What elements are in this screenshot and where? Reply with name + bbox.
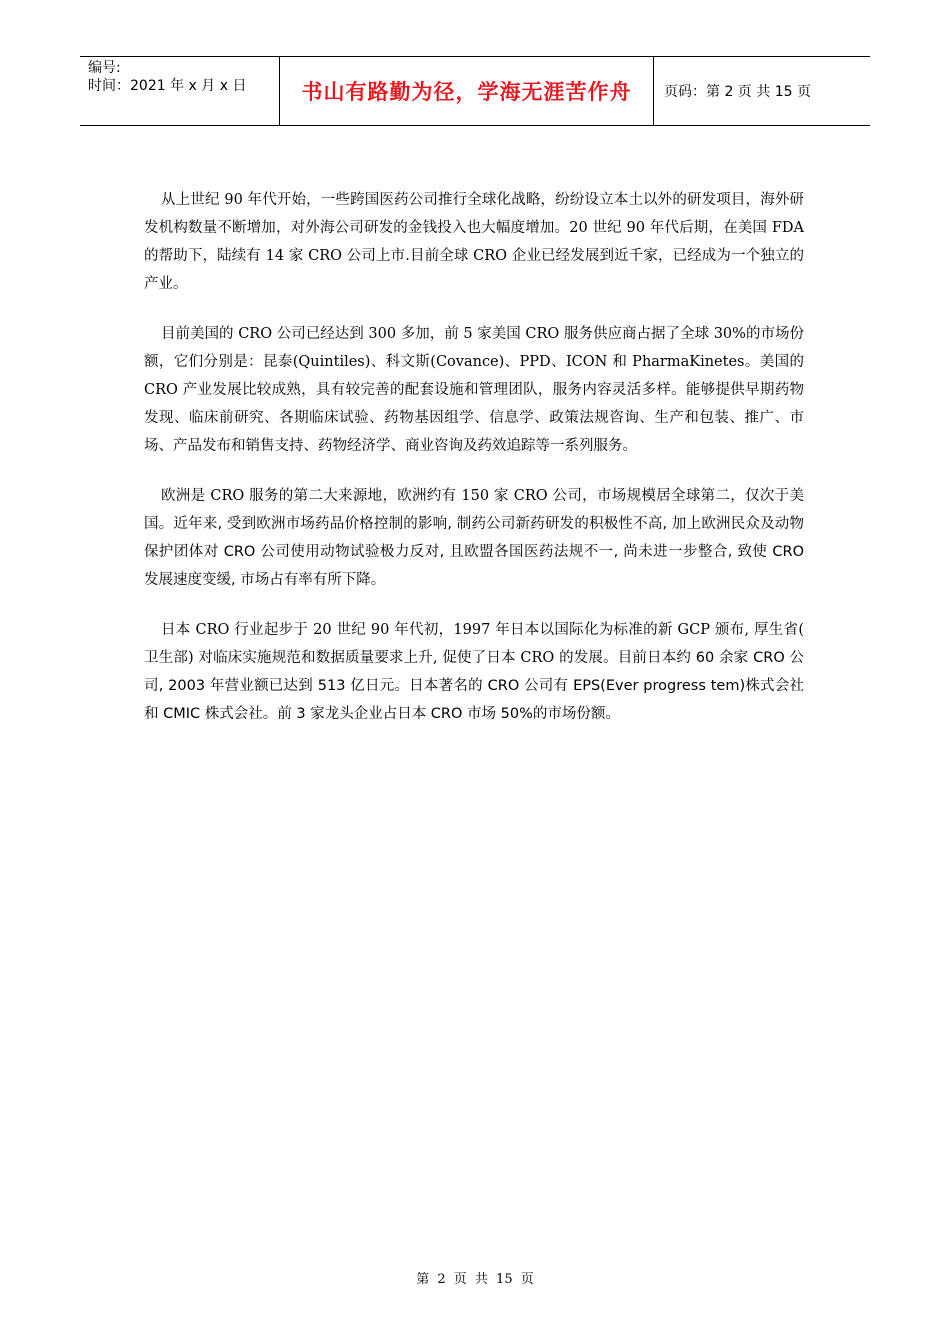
document-date: 时间：2021 年 x 月 x 日 <box>88 78 247 94</box>
header-page-info: 页码：第 2 页 共 15 页 <box>664 84 811 100</box>
paragraph <box>144 482 804 594</box>
document-number-label: 编号: <box>88 60 121 76</box>
header-motto: 书山有路勤为径，学海无涯苦作舟 <box>280 57 654 125</box>
paragraph <box>144 616 804 728</box>
page-header <box>80 56 870 126</box>
paragraph-text: 约 60 余家 CRO 公司, 2003 年营业额已达到 513 亿日元。日本著名的 CRO 公司有 EPS(Ever progress tem)株式会社和 CMIC 株式会社。前 3 家龙头企业占日本 CRO 市场 50%的市场份额。 <box>144 650 804 722</box>
header-meta <box>80 57 280 125</box>
paragraph-text: 日本 CRO 行业起步于 20 世纪 90 年代初，1997 年日本以国际化为标准的新 GCP 颁布, 厚生省( 卫生部) 对临床实施规范和数据质量要求上升, 促使了日本 CRO 的发展。目前日本 <box>144 622 804 666</box>
page-footer: 第 2 页 共 15 页 <box>416 1272 534 1287</box>
paragraph-text: 近年来, 受到欧洲市场药品价格控制的影响, 制药公司新药研发的积极性不高, 加上欧洲民众及动物保护团体对 CRO 公司使用动物试验极力反对, 且欧盟各国医药法规不一, 尚未进一步整合, 致使 CRO 发展速度变缓, 市场占有率有所下降。 <box>144 516 805 588</box>
paragraph: 目前美国的 CRO 公司已经达到 300 多加，前 5 家美国 CRO 服务供应商占据了全球 30%的市场份额，它们分别是：昆泰(Quintiles)、科文斯(Covance)、PPD、ICON 和 PharmaKinetes。美国的 CRO 产业发展比较成熟，具有较完善的配套设施和管理团队，服务内容灵活多样。能够提供早期药物发现、临床前研究、各期临床试验、药物基因组学、信息学、政策法规咨询、生产和包装、推广、市场、产品发布和销售支持、药物经济学、商业咨询及药效追踪等一系列服务。 <box>144 326 804 454</box>
paragraph: 从上世纪 90 年代开始，一些跨国医药公司推行全球化战略，纷纷设立本土以外的研发项目，海外研发机构数量不断增加，对外海公司研发的金钱投入也大幅度增加。20 世纪 90 年代后期，在美国 FDA 的帮助下，陆续有 14 家 CRO 公司上市.目前全球 CRO 企业已经发展到近千家，已经成为一个独立的产业。 <box>144 192 804 292</box>
paragraph-text: 欧洲是 CRO 服务的第二大来源地，欧洲约有 150 家 CRO 公司，市场规模居全球第二，仅次于美国。 <box>144 488 804 532</box>
document-body <box>144 186 804 750</box>
